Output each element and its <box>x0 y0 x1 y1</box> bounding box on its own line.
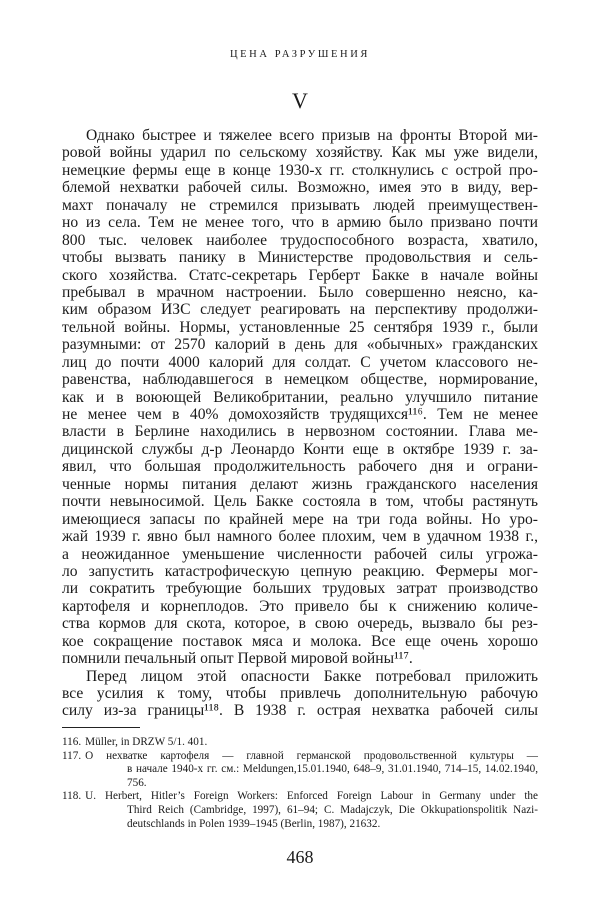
text-line: кое сокращение поставок мяса и молока. Все еще очень хорошо <box>62 632 538 650</box>
text-line: как и в воюющей Великобритании, реально улучшило питание <box>62 388 538 406</box>
text-line: ли сократить требующие больших трудовых затрат производство <box>62 580 538 598</box>
text-line: силу из-за границы¹¹⁸. В 1938 г. острая нехватка рабочей силы <box>62 702 538 720</box>
text-line: чтобы вызвать панику в Министерстве продовольствия и сель- <box>62 249 538 267</box>
section-number: V <box>292 88 308 113</box>
text-line: махт поначалу не стремился призывать людей преимуществен- <box>62 196 538 214</box>
text-line: а неожиданное уменьшение численности рабочей силы угрожа- <box>62 545 538 563</box>
footnote-number <box>62 777 127 791</box>
text-line: ким образом ИЗС следует реагировать на перспективу продолжи- <box>62 301 538 319</box>
text-line: Перед лицом этой опасности Бакке потребовал приложить <box>86 667 538 685</box>
text-line: имеющиеся запасы по крайней мере на три года войны. Но уро- <box>62 510 538 528</box>
footnote-text: Müller, in DRZW 5/1. 401. <box>85 736 208 748</box>
footnote-text: Third Reich (Cambridge, 1997), 61–94; C. Madajczyk, Die Okkupationspolitik Nazi- <box>127 803 538 816</box>
footnote-line <box>62 804 538 818</box>
running-head: ЦЕНА РАЗРУШЕНИЯ <box>229 49 371 60</box>
text-line: почти невыносимой. Цель Бакке состояла в том, чтобы растянуть <box>62 493 538 511</box>
text-line: явил, что большая продолжительность рабочего дня и ограни- <box>62 458 538 476</box>
text-line: жай 1939 г. явно был намного более плохим, чем в удачном 1938 г., <box>62 528 538 546</box>
footnote-line <box>62 818 538 832</box>
footnote-text: 756. <box>127 776 147 789</box>
footnote-line <box>62 736 538 750</box>
text-line: немецкие фермы еще в конце 1930-х гг. столкнулись с острой про- <box>62 161 538 179</box>
footnote-number: 117. <box>62 749 82 762</box>
footnote-line <box>62 763 538 777</box>
text-line: дицинской службы д-р Леонардо Конти еще в октябре 1939 г. за- <box>62 440 538 458</box>
footnote-line <box>62 750 538 764</box>
footnote-text: в начале 1940-х гг. см.: Meldungen,15.01.1940, 648–9, 31.01.1940, 714–15, 14.02.1940, <box>127 763 538 776</box>
text-line: власти в Берлине находились в нервозном состоянии. Глава ме- <box>62 423 538 441</box>
footnote-divider <box>62 727 140 728</box>
text-line: ства кормов для скота, которое, в свою очередь, вызвало бы рез- <box>62 615 538 633</box>
text-line: 800 тыс. человек наиболее трудоспособного возраста, хватило, <box>62 231 538 249</box>
text-line: ло запустить катастрофическую цепную реакцию. Фермеры мог- <box>62 562 538 580</box>
footnote-line <box>62 790 538 804</box>
footnote-number: 116. <box>62 736 82 748</box>
footnote-number <box>62 763 127 777</box>
text-line: лиц до почти 4000 калорий для солдат. С учетом классового не- <box>62 353 538 371</box>
text-line: равенства, наблюдавшегося в немецком обществе, нормирование, <box>62 371 538 389</box>
body-text <box>62 127 538 720</box>
text-line: Однако быстрее и тяжелее всего призыв на фронты Второй ми- <box>86 127 538 144</box>
text-line: ского хозяйства. Статс-секретарь Герберт Бакке в начале войны <box>62 266 538 284</box>
footnote-number <box>62 804 127 818</box>
text-line: помнили печальный опыт Первой мировой войны¹¹⁷. <box>62 650 413 668</box>
page-number: 468 <box>286 847 314 867</box>
footnote-number <box>62 818 127 832</box>
text-line: но из села. Тем не менее того, что в армию было призвано почти <box>62 214 538 232</box>
text-line: блемой нехватки рабочей силы. Возможно, имея это в виду, вер- <box>62 179 538 197</box>
text-line: пребывал в мрачном настроении. Было совершенно неясно, ка- <box>62 283 538 301</box>
footnotes <box>62 736 538 831</box>
footnote-text: deutschlands in Polen 1939–1945 (Berlin, 1987), 21632. <box>127 817 381 830</box>
footnote-text: О нехватке картофеля — главной германской продовольственной культуры — <box>85 749 538 762</box>
footnote-text: U. Herbert, Hitler’s Foreign Workers: Enforced Foreign Labour in Germany under the <box>85 790 538 803</box>
footnote-line <box>62 777 538 791</box>
text-line: все усилия к тому, чтобы привлечь дополнительную рабочую <box>62 685 538 702</box>
text-line: не менее чем в 40% домохозяйств трудящихся¹¹⁶. Тем не менее <box>62 406 538 423</box>
text-line: разумными: от 2570 калорий в день для «обычных» гражданских <box>62 336 538 354</box>
text-line: тельной войны. Нормы, установленные 25 сентября 1939 г., были <box>62 318 538 336</box>
footnote-number: 118. <box>62 790 82 803</box>
text-line: ровой войны ударил по сельскому хозяйству. Как мы уже видели, <box>62 144 538 162</box>
text-line: ченные нормы питания делают жизнь гражданского населения <box>62 475 538 493</box>
text-line: картофеля и корнеплодов. Это привело бы к снижению количе- <box>62 597 538 615</box>
